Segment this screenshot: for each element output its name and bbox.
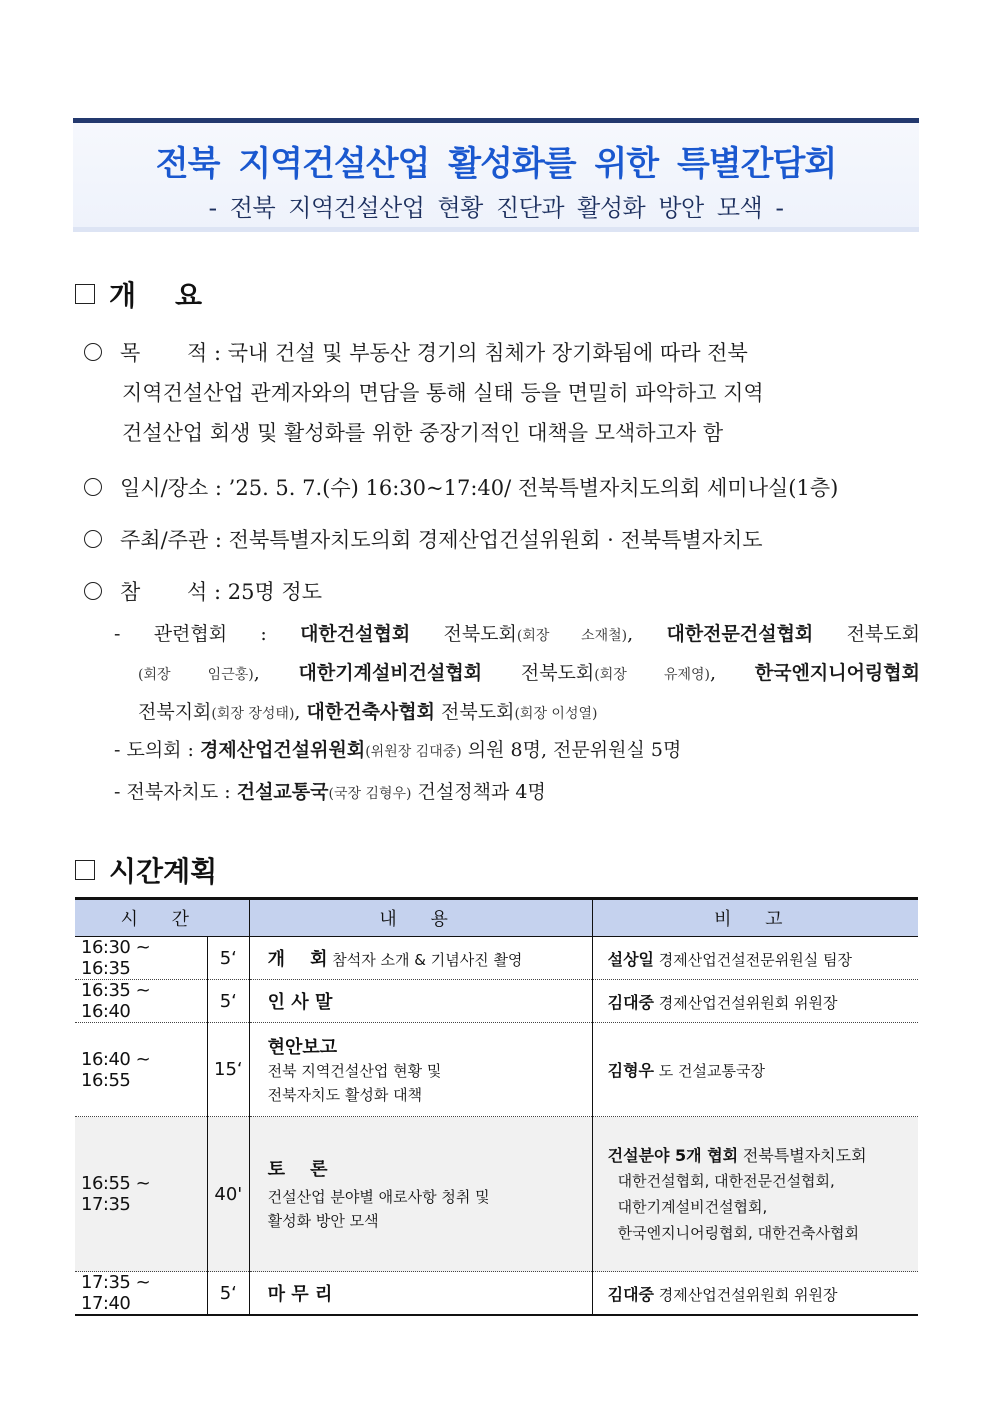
note-cell: 건설분야 5개 협회 전북특별자치도회 대한건설협회, 대한전문건설협회, 대한기계설비건설협회, 한국엔지니어링협회, 대한건축사협회 — [592, 1117, 918, 1272]
datetime-item: 일시/장소 : ’25. 5. 7.(수) 16:30~17:40/ 전북특별자치도의회 세미나실(1층) — [84, 468, 920, 508]
purpose-text-line-1: 국내 건설 및 부동산 경기의 침체가 장기화됨에 따라 전북 — [227, 341, 748, 365]
duration-cell: 5‘ — [208, 937, 250, 980]
table-header-row — [75, 899, 918, 937]
duration-cell: 5‘ — [208, 980, 250, 1023]
association-name: 대한기계설비건설협회 — [298, 662, 483, 684]
association-name: 한국엔지니어링협회 — [754, 662, 920, 684]
time-cell: 17:35 ~ 17:40 — [75, 1272, 208, 1316]
circle-bullet-icon — [84, 478, 102, 496]
table-row — [75, 980, 918, 1023]
time-cell: 16:55 ~ 17:35 — [75, 1117, 208, 1272]
section-heading-overview — [75, 274, 202, 314]
duration-cell: 15‘ — [208, 1023, 250, 1117]
column-header-note: 비 고 — [592, 899, 918, 937]
time-cell: 16:35 ~ 16:40 — [75, 980, 208, 1023]
content-cell: 인 사 말 — [249, 980, 592, 1023]
column-header-time: 시 간 — [75, 899, 249, 937]
table-row — [75, 937, 918, 980]
table-row — [75, 1023, 918, 1117]
association-name: 대한건축사협회 — [306, 701, 435, 723]
content-cell: 개 회 참석자 소개 & 기념사진 촬영 — [249, 937, 592, 980]
document-subtitle: - 전북 지역건설산업 현황 진단과 활성화 방안 모색 - — [208, 194, 784, 222]
time-cell: 16:40 ~ 16:55 — [75, 1023, 208, 1117]
association-name: 대한건설협회 — [300, 623, 411, 645]
datetime-value: ’25. 5. 7.(수) 16:30~17:40/ 전북특별자치도의회 세미나실(1층) — [228, 476, 839, 500]
circle-bullet-icon — [84, 343, 102, 361]
attendee-group-province: - 전북자치도 : 건설교통국(국장 김형우) 건설정책과 4명 — [114, 781, 546, 803]
host-item: 주최/주관 : 전북특별자치도의회 경제산업건설위원회 · 전북특별자치도 — [84, 520, 920, 560]
attendees-value: 25명 정도 — [227, 580, 323, 604]
group-label: - 관련협회 : — [114, 623, 301, 645]
time-cell: 16:30 ~ 16:35 — [75, 937, 208, 980]
note-cell: 설상일 경제산업건설전문위원실 팀장 — [592, 937, 918, 980]
note-cell: 김형우 도 건설교통국장 — [592, 1023, 918, 1117]
circle-bullet-icon — [84, 530, 102, 548]
content-cell: 현안보고 전북 지역건설산업 현황 및 전북자치도 활성화 대책 — [249, 1023, 592, 1117]
schedule-table — [75, 897, 918, 1316]
section-heading-schedule — [75, 850, 217, 890]
table-row — [75, 1272, 918, 1316]
host-label: 주최/주관 — [120, 528, 209, 552]
document-title: 전북 지역건설산업 활성화를 위한 특별간담회 — [155, 144, 837, 184]
square-bullet-icon — [75, 284, 95, 304]
purpose-text-line-3: 건설산업 회생 및 활성화를 위한 중장기적인 대책을 모색하고자 함 — [122, 421, 724, 445]
purpose-item: 목 적 : 국내 건설 및 부동산 경기의 침체가 장기화됨에 따라 전북 지역건설산업 관계자와의 면담을 통해 실태 등을 면밀히 파악하고 지역 건설산업 회생 및 활성화를 위한 중장기적인 대책을 모색하고자 함 — [84, 333, 920, 453]
attendees-label: 참 석 — [120, 580, 208, 604]
column-header-content: 내 용 — [249, 899, 592, 937]
content-cell: 토 론 건설산업 분야별 애로사항 청취 및 활성화 방안 모색 — [249, 1117, 592, 1272]
circle-bullet-icon — [84, 582, 102, 600]
banner-bottom-rule — [73, 227, 919, 232]
table-row — [75, 1117, 918, 1272]
association-name: 대한전문건설협회 — [666, 623, 814, 645]
datetime-label: 일시/장소 — [120, 476, 209, 500]
purpose-label: 목 적 — [120, 341, 208, 365]
attendee-group-council: - 도의회 : 경제산업건설위원회(위원장 김대중) 의원 8명, 전문위원실 5명 — [114, 739, 682, 761]
banner-top-rule — [73, 118, 919, 123]
content-cell: 마 무 리 — [249, 1272, 592, 1316]
attendees-item: 참 석 : 25명 정도 — [84, 572, 920, 612]
square-bullet-icon — [75, 860, 95, 880]
group-label: - 전북자치도 : — [114, 781, 237, 803]
note-cell: 김대중 경제산업건설위원회 위원장 — [592, 980, 918, 1023]
note-cell: 김대중 경제산업건설위원회 위원장 — [592, 1272, 918, 1316]
host-value: 전북특별자치도의회 경제산업건설위원회 · 전북특별자치도 — [228, 528, 763, 552]
section-heading-text: 개 요 — [109, 279, 203, 312]
group-label: - 도의회 : — [114, 739, 201, 761]
duration-cell: 40' — [208, 1117, 250, 1272]
title-banner — [73, 118, 919, 232]
attendee-group-associations: - 관련협회 : 대한건설협회 전북도회(회장 소재철), 대한전문건설협회 전북도회 (회장 임근홍), 대한기계설비건설협회 전북도회(회장 유제영), 한국엔지니어링협회 전북지회(회장 장성태), 대한건축사협회 전북도회(회장 이성열) — [114, 623, 920, 723]
duration-cell: 5‘ — [208, 1272, 250, 1316]
section-heading-text: 시간계획 — [109, 855, 218, 888]
purpose-text-line-2: 지역건설산업 관계자와의 면담을 통해 실태 등을 면밀히 파악하고 지역 — [122, 381, 764, 405]
